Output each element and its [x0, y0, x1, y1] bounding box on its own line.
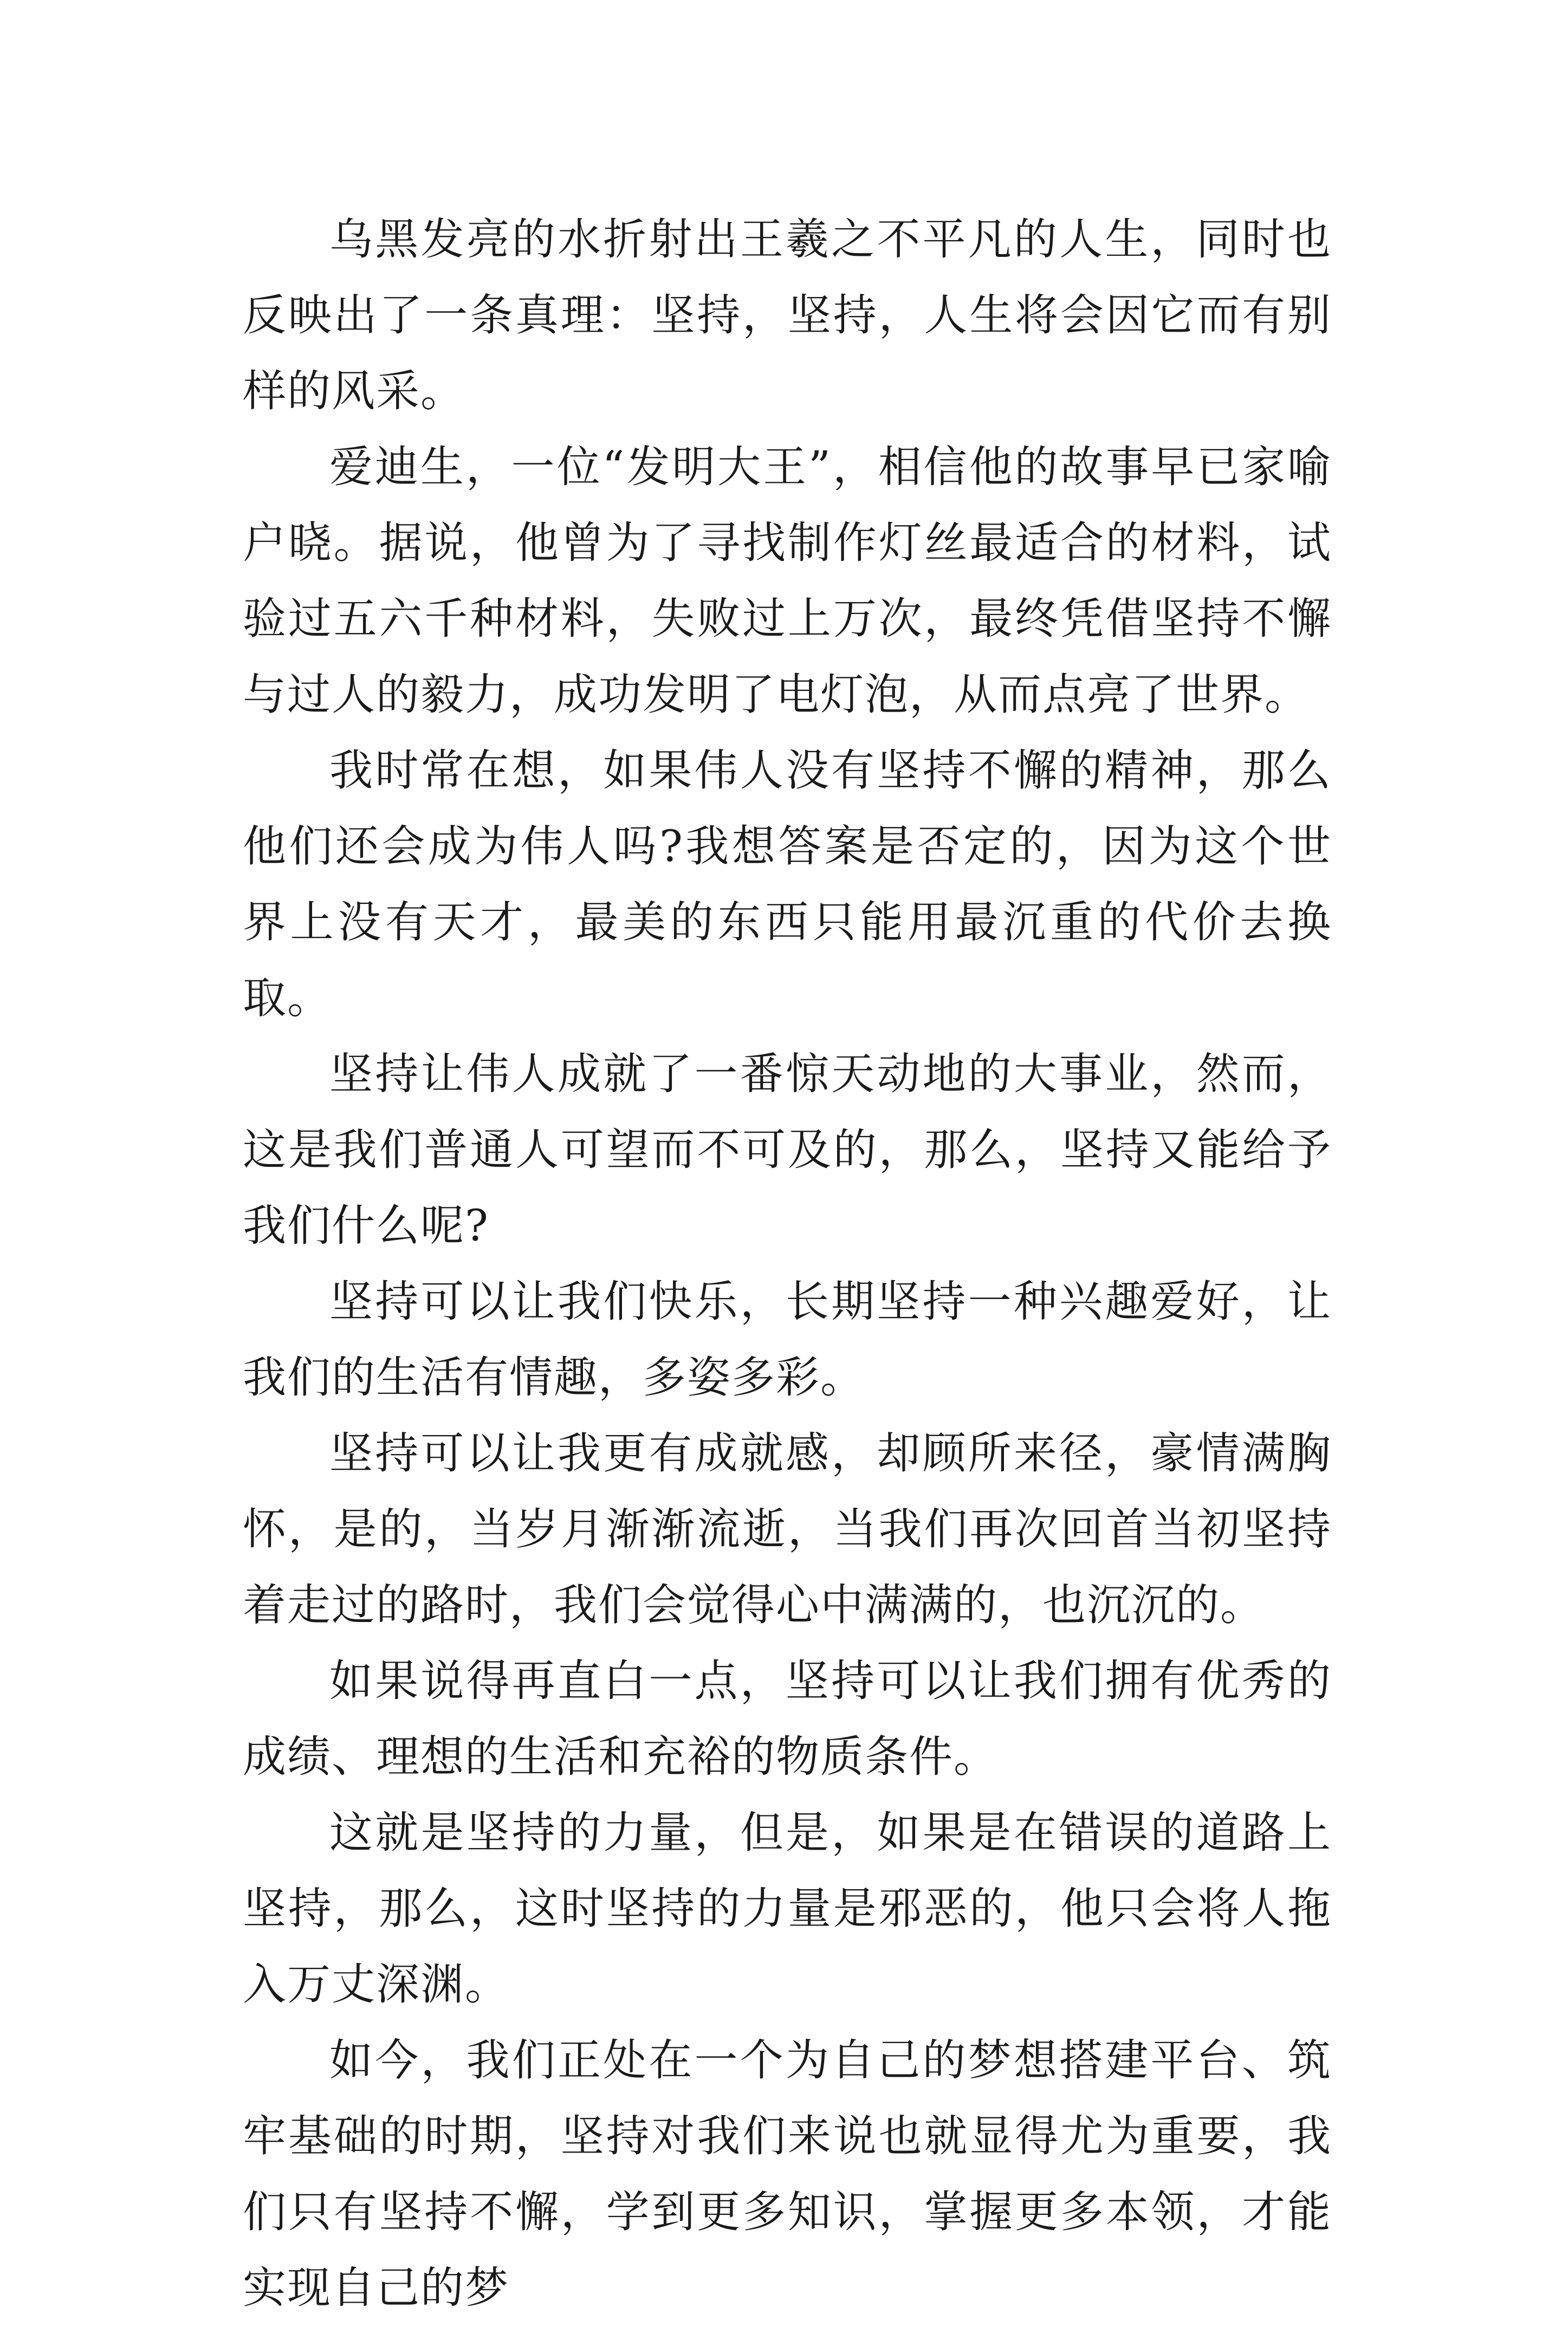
paragraph-9: 如今，我们正处在一个为自己的梦想搭建平台、筑牢基础的时期，坚持对我们来说也就显得尤为重要，我们只有坚持不懈，学到更多知识，掌握更多本领，才能实现自己的梦: [243, 2035, 1332, 2313]
paragraph-2: 爱迪生，一位“发明大王”，相信他的故事早已家喻户晓。据说，他曾为了寻找制作灯丝最适合的材料，试验过五六千种材料，失败过上万次，最终凭借坚持不懈与过人的毅力，成功发明了电灯泡，从而点亮了世界。: [243, 442, 1332, 720]
paragraph-8: 这就是坚持的力量，但是，如果是在错误的道路上坚持，那么，这时坚持的力量是邪恶的，他只会将人拖入万丈深渊。: [243, 1807, 1332, 2010]
paragraph-6: 坚持可以让我更有成就感，却顾所来径，豪情满胸怀，是的，当岁月渐渐流逝，当我们再次回首当初坚持着走过的路时，我们会觉得心中满满的，也沉沉的。: [243, 1428, 1332, 1630]
paragraph-4: 坚持让伟人成就了一番惊天动地的大事业，然而，这是我们普通人可望而不可及的，那么，坚持又能给予我们什么呢?: [243, 1049, 1332, 1251]
document-body: [243, 202, 1332, 2326]
paragraph-7: 如果说得再直白一点，坚持可以让我们拥有优秀的成绩、理想的生活和充裕的物质条件。: [243, 1656, 1332, 1782]
paragraph-1: 乌黑发亮的水折射出王羲之不平凡的人生，同时也反映出了一条真理：坚持，坚持，人生将会因它而有别样的风采。: [243, 214, 1332, 416]
paragraph-5: 坚持可以让我们快乐，长期坚持一种兴趣爱好，让我们的生活有情趣，多姿多彩。: [243, 1276, 1332, 1403]
paragraph-3: 我时常在想，如果伟人没有坚持不懈的精神，那么他们还会成为伟人吗?我想答案是否定的，因为这个世界上没有天才，最美的东西只能用最沉重的代价去换取。: [243, 745, 1332, 1023]
